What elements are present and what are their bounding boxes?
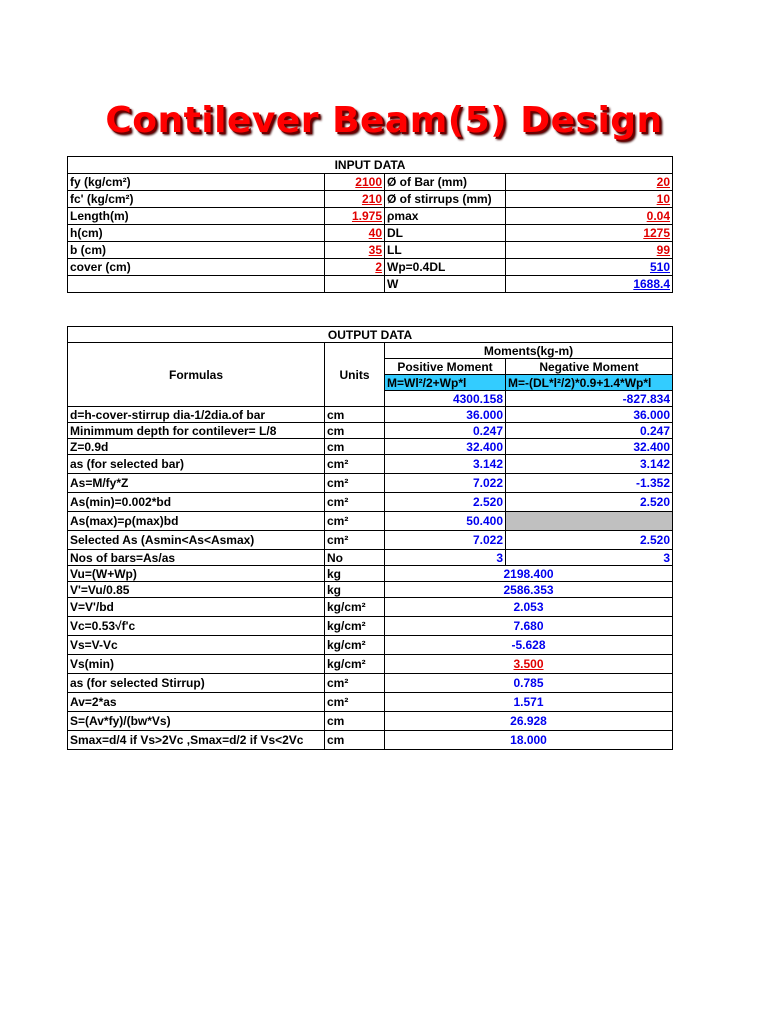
formula-cell: V'=Vu/0.85: [68, 582, 325, 598]
input-value[interactable]: 99: [506, 242, 673, 259]
input-value[interactable]: 210: [325, 191, 385, 208]
table-row: [68, 674, 673, 693]
positive-value: 0.247: [385, 423, 506, 439]
unit-cell: cm²: [325, 674, 385, 693]
input-value[interactable]: 1.975: [325, 208, 385, 225]
formula-cell: As(min)=0.002*bd: [68, 493, 325, 512]
table-row: [68, 208, 673, 225]
negative-value: 2.520: [506, 531, 673, 550]
output-data-header: OUTPUT DATA: [68, 327, 673, 343]
positive-value: 36.000: [385, 407, 506, 423]
formula-cell: Vu=(W+Wp): [68, 566, 325, 582]
positive-value: 50.400: [385, 512, 506, 531]
negative-value: 2.520: [506, 493, 673, 512]
shear-value: 26.928: [385, 712, 673, 731]
shear-value: 2.053: [385, 598, 673, 617]
input-value[interactable]: 35: [325, 242, 385, 259]
negative-value: -1.352: [506, 474, 673, 493]
shear-value: 18.000: [385, 731, 673, 750]
table-row: [68, 550, 673, 566]
negative-value: 3: [506, 550, 673, 566]
unit-cell: kg/cm²: [325, 655, 385, 674]
positive-value: 3.142: [385, 455, 506, 474]
positive-value: 2.520: [385, 493, 506, 512]
table-row: [68, 598, 673, 617]
formula-cell: S=(Av*fy)/(bw*Vs): [68, 712, 325, 731]
table-row: [68, 512, 673, 531]
unit-cell: cm: [325, 731, 385, 750]
formula-cell: Nos of bars=As/as: [68, 550, 325, 566]
negative-moment-formula: M=-(DL*l²/2)*0.9+1.4*Wp*l: [506, 375, 673, 391]
input-data-header: INPUT DATA: [68, 157, 673, 174]
unit-cell: cm²: [325, 493, 385, 512]
input-label: h(cm): [68, 225, 325, 242]
table-row: [68, 225, 673, 242]
negative-value: 3.142: [506, 455, 673, 474]
positive-value: 7.022: [385, 531, 506, 550]
table-row: [68, 439, 673, 455]
input-label: DL: [385, 225, 506, 242]
negative-value: 0.247: [506, 423, 673, 439]
formula-cell: as (for selected Stirrup): [68, 674, 325, 693]
input-value[interactable]: 1275: [506, 225, 673, 242]
computed-value: 510: [506, 259, 673, 276]
table-row: [68, 731, 673, 750]
input-value[interactable]: 20: [506, 174, 673, 191]
table-row: [68, 174, 673, 191]
positive-moment-formula: M=Wl²/2+Wp*l: [385, 375, 506, 391]
table-row: [68, 259, 673, 276]
input-value[interactable]: 2: [325, 259, 385, 276]
table-row: [68, 531, 673, 550]
input-label: Wp=0.4DL: [385, 259, 506, 276]
positive-value: 3: [385, 550, 506, 566]
table-row: [68, 712, 673, 731]
shear-value: 1.571: [385, 693, 673, 712]
table-row: [68, 693, 673, 712]
shear-value: 2198.400: [385, 566, 673, 582]
page-title: Contilever Beam(5) Design: [105, 100, 663, 141]
table-row: [68, 474, 673, 493]
table-row: [68, 423, 673, 439]
input-value[interactable]: 40: [325, 225, 385, 242]
unit-cell: cm²: [325, 474, 385, 493]
formula-cell: Smax=d/4 if Vs>2Vc ,Smax=d/2 if Vs<2Vc: [68, 731, 325, 750]
table-row: [68, 582, 673, 598]
table-row: [68, 455, 673, 474]
formula-cell: d=h-cover-stirrup dia-1/2dia.of bar: [68, 407, 325, 423]
formula-cell: Vs(min): [68, 655, 325, 674]
formula-cell: As(max)=ρ(max)bd: [68, 512, 325, 531]
formula-cell: Vs=V-Vc: [68, 636, 325, 655]
negative-value: 36.000: [506, 407, 673, 423]
unit-cell: cm: [325, 439, 385, 455]
table-row: [68, 407, 673, 423]
formula-cell: as (for selected bar): [68, 455, 325, 474]
positive-value: 7.022: [385, 474, 506, 493]
units-header: Units: [325, 343, 385, 407]
computed-value: 1688.4: [506, 276, 673, 293]
unit-cell: kg/cm²: [325, 598, 385, 617]
table-row: [68, 191, 673, 208]
shear-value[interactable]: 3.500: [385, 655, 673, 674]
formula-cell: Z=0.9d: [68, 439, 325, 455]
input-label: LL: [385, 242, 506, 259]
input-label: [68, 276, 325, 293]
shear-value: 7.680: [385, 617, 673, 636]
moments-header: Moments(kg-m): [385, 343, 673, 359]
input-label: Length(m): [68, 208, 325, 225]
formulas-header: Formulas: [68, 343, 325, 407]
positive-moment-header: Positive Moment: [385, 359, 506, 375]
input-value[interactable]: 10: [506, 191, 673, 208]
input-label: cover (cm): [68, 259, 325, 276]
unit-cell: kg/cm²: [325, 636, 385, 655]
formula-cell: Selected As (Asmin<As<Asmax): [68, 531, 325, 550]
unit-cell: cm: [325, 423, 385, 439]
input-label: fy (kg/cm²): [68, 174, 325, 191]
input-value[interactable]: 2100: [325, 174, 385, 191]
unit-cell: kg/cm²: [325, 617, 385, 636]
formula-cell: Minimmum depth for contilever= L/8: [68, 423, 325, 439]
input-label: W: [385, 276, 506, 293]
negative-moment-value: -827.834: [506, 391, 673, 407]
negative-moment-header: Negative Moment: [506, 359, 673, 375]
input-value[interactable]: 0.04: [506, 208, 673, 225]
unit-cell: cm: [325, 712, 385, 731]
input-label: Ø of stirrups (mm): [385, 191, 506, 208]
input-label: fc' (kg/cm²): [68, 191, 325, 208]
negative-value: [506, 512, 673, 531]
output-data-table: [67, 326, 673, 750]
shear-value: -5.628: [385, 636, 673, 655]
unit-cell: cm²: [325, 512, 385, 531]
input-label: Ø of Bar (mm): [385, 174, 506, 191]
input-label: b (cm): [68, 242, 325, 259]
table-row: [68, 276, 673, 293]
input-data-table: [67, 156, 673, 293]
input-label: ρmax: [385, 208, 506, 225]
shear-value: 0.785: [385, 674, 673, 693]
unit-cell: No: [325, 550, 385, 566]
formula-cell: Vc=0.53√f'c: [68, 617, 325, 636]
shear-value: 2586.353: [385, 582, 673, 598]
formula-cell: As=M/fy*Z: [68, 474, 325, 493]
unit-cell: cm²: [325, 531, 385, 550]
negative-value: 32.400: [506, 439, 673, 455]
unit-cell: cm²: [325, 455, 385, 474]
input-value: [325, 276, 385, 293]
formula-cell: V=V'/bd: [68, 598, 325, 617]
table-row: [68, 636, 673, 655]
table-row: [68, 493, 673, 512]
table-row: [68, 566, 673, 582]
unit-cell: cm²: [325, 693, 385, 712]
unit-cell: cm: [325, 407, 385, 423]
positive-value: 32.400: [385, 439, 506, 455]
positive-moment-value: 4300.158: [385, 391, 506, 407]
unit-cell: kg: [325, 582, 385, 598]
formula-cell: Av=2*as: [68, 693, 325, 712]
table-row: [68, 655, 673, 674]
table-row: [68, 242, 673, 259]
unit-cell: kg: [325, 566, 385, 582]
table-row: [68, 617, 673, 636]
